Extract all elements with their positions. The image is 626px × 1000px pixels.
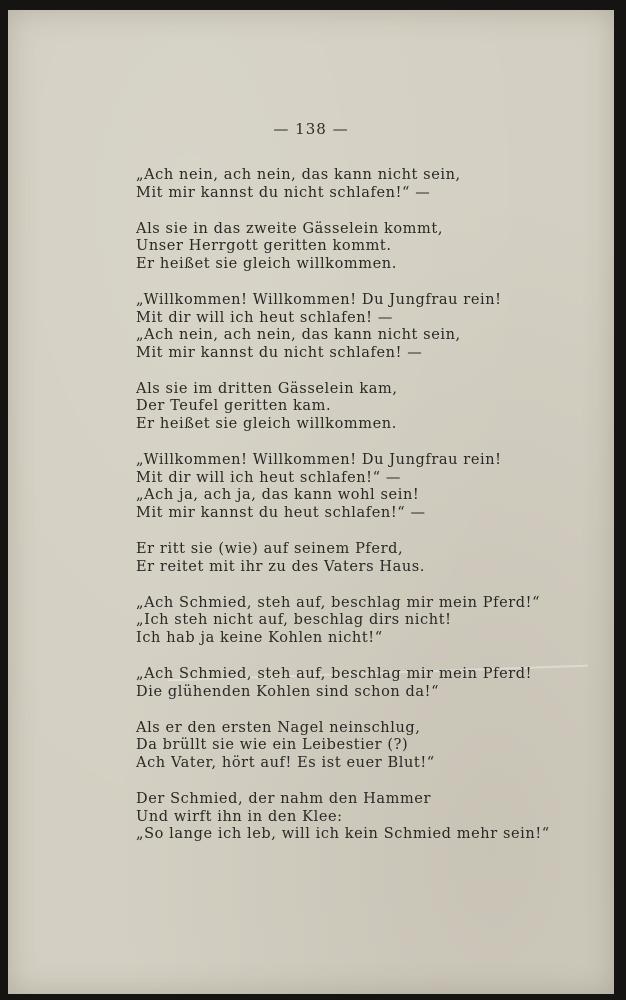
page-number: — 138 — bbox=[273, 120, 349, 138]
poem-line: Da brüllt sie wie ein Leibestier (?) bbox=[136, 737, 409, 754]
stanza bbox=[136, 167, 550, 202]
poem-line: Er reitet mit ihr zu des Vaters Haus. bbox=[136, 558, 426, 575]
poem-line: Mit dir will ich heut schlafen!“ — bbox=[136, 469, 401, 486]
stanza bbox=[136, 221, 550, 274]
poem-line: Als sie im dritten Gässelein kam, bbox=[136, 380, 398, 397]
poem-line: Unser Herrgott geritten kommt. bbox=[136, 238, 392, 255]
poem-line: „Willkommen! Willkommen! Du Jungfrau rein! bbox=[136, 452, 502, 469]
poem-line: „Ach nein, ach nein, das kann nicht sein, bbox=[136, 327, 461, 344]
poem-line: Er heißet sie gleich willkommen. bbox=[136, 255, 397, 272]
poem-line: Ach Vater, hört auf! Es ist euer Blut!“ bbox=[136, 754, 435, 771]
poem-line: „Ach ja, ach ja, das kann wohl sein! bbox=[136, 487, 420, 504]
poem-line: Als sie in das zweite Gässelein kommt, bbox=[136, 220, 444, 237]
stanza bbox=[136, 720, 550, 773]
book-page bbox=[8, 10, 614, 994]
poem-line: Mit dir will ich heut schlafen! — bbox=[136, 309, 393, 326]
poem-line: Mit mir kannst du nicht schlafen!“ — bbox=[136, 184, 431, 201]
poem-line: Ich hab ja keine Kohlen nicht!“ bbox=[136, 629, 383, 646]
poem-line: Er heißet sie gleich willkommen. bbox=[136, 416, 397, 433]
poem-line: Der Teufel geritten kam. bbox=[136, 398, 332, 415]
stanza bbox=[136, 452, 550, 522]
poem-line: Die glühenden Kohlen sind schon da!“ bbox=[136, 683, 440, 700]
poem-line: „So lange ich leb, will ich kein Schmied mehr sein!“ bbox=[136, 826, 550, 843]
poem-line: „Willkommen! Willkommen! Du Jungfrau rein! bbox=[136, 291, 502, 308]
stanza bbox=[136, 292, 550, 362]
stanza bbox=[136, 791, 550, 844]
poem-line: „Ach Schmied, steh auf, beschlag mir mein Pferd! bbox=[136, 665, 533, 682]
stanza bbox=[136, 595, 550, 648]
poem-line: Und wirft ihn in den Klee: bbox=[136, 808, 343, 825]
poem-line: „Ach nein, ach nein, das kann nicht sein, bbox=[136, 167, 461, 183]
poem-line: Mit mir kannst du nicht schlafen! — bbox=[136, 344, 423, 361]
stanza bbox=[136, 381, 550, 434]
stanza bbox=[136, 666, 550, 701]
poem-line: Als er den ersten Nagel neinschlug, bbox=[136, 719, 421, 736]
poem-line: „Ich steh nicht auf, beschlag dirs nicht! bbox=[136, 612, 452, 629]
poem-text bbox=[136, 167, 550, 862]
poem-line: Er ritt sie (wie) auf seinem Pferd, bbox=[136, 541, 404, 557]
stanza bbox=[136, 541, 550, 576]
poem-line: Mit mir kannst du heut schlafen!“ — bbox=[136, 504, 426, 521]
poem-line: „Ach Schmied, steh auf, beschlag mir mein Pferd!“ bbox=[136, 594, 541, 611]
poem-line: Der Schmied, der nahm den Hammer bbox=[136, 790, 432, 807]
